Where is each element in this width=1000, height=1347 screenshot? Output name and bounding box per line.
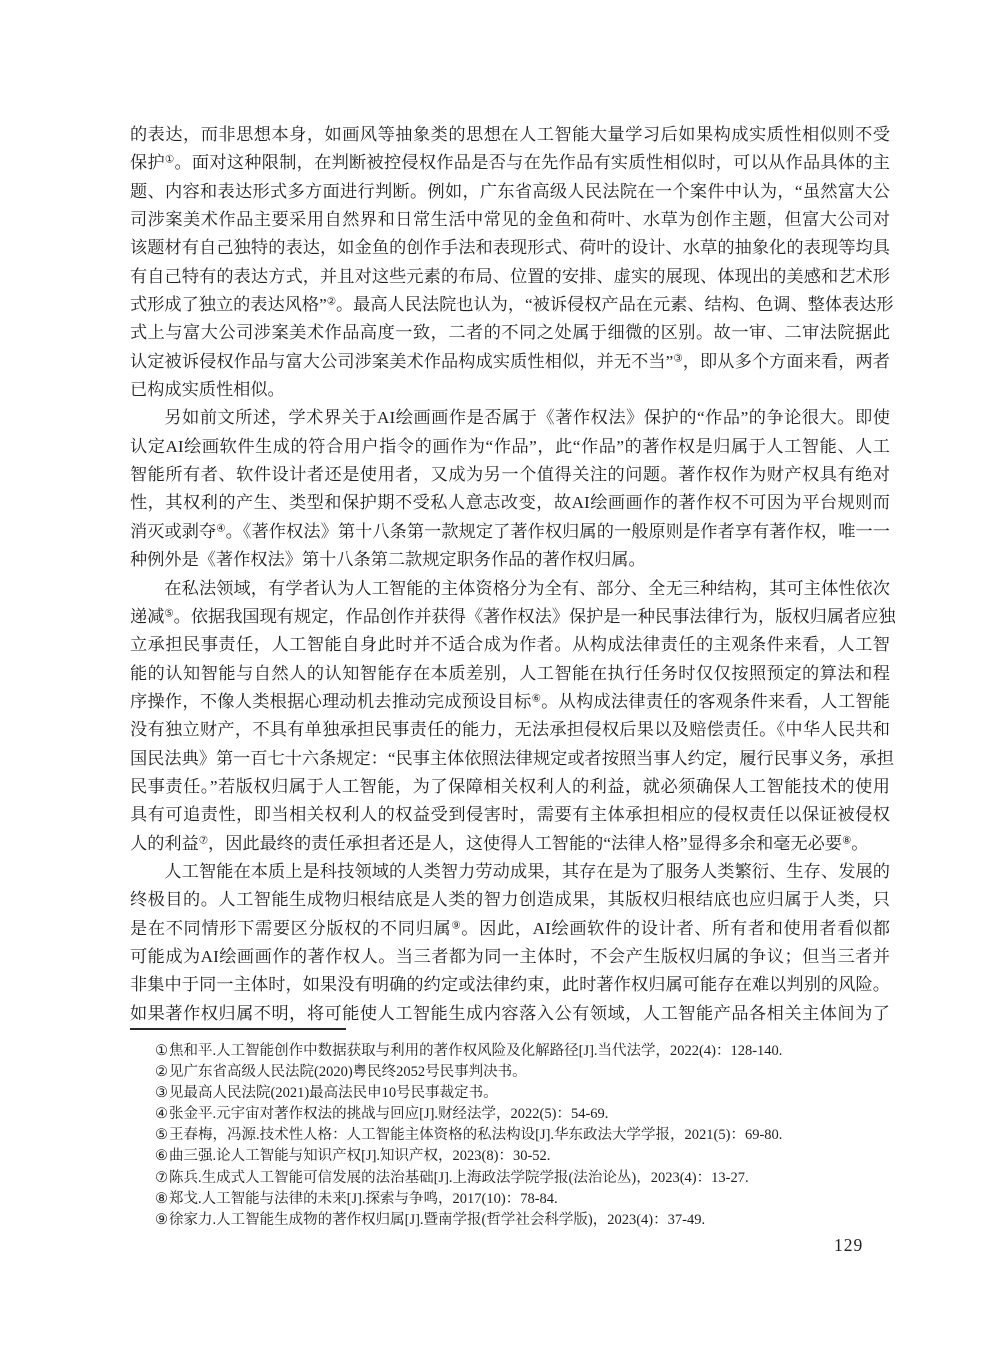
body-line: 式形成了独立的表达风格”②。最高人民法院也认为，“被诉侵权产品在元素、结构、色调、整体表达形 <box>130 295 894 315</box>
footnote-ref: ⑦ <box>198 834 209 846</box>
body-line: 能的认知智能与自然人的认知智能存在本质差别，人工智能在执行任务时仅仅按照预定的算法和程 <box>130 663 890 683</box>
body-line: 的表达，而非思想本身，如画风等抽象类的思想在人工智能大量学习后如果构成实质性相似则不受 <box>130 125 890 144</box>
footnote-text: 郑戈.人工智能与法律的未来[J].探索与争鸣，2017(10)：78-84. <box>169 1190 558 1207</box>
body-line: 是在不同情形下需要区分版权的不同归属⑨。因此，AI绘画软件的设计者、所有者和使用者看似都 <box>130 918 890 938</box>
footnote-ref: ④ <box>216 523 226 535</box>
body-line: 人的利益⑦，因此最终的责任承担者还是人，这使得人工智能的“法律人格”显得多余和毫无必要⑧。 <box>130 833 869 853</box>
footnote-text: 焦和平.人工智能创作中数据获取与利用的著作权风险及化解路径[J].当代法学，2022(4)：128-140. <box>169 1043 783 1059</box>
footnote-ref: ③ <box>673 353 683 365</box>
body-line: 性，其权利的产生、类型和保护期不受私人意志改变，故AI绘画画作的著作权不可因为平台规则而 <box>130 493 890 513</box>
page-number: 129 <box>834 1235 864 1255</box>
footnote-marker: ② <box>155 1064 168 1081</box>
footnotes <box>130 1041 890 1231</box>
paragraph <box>130 575 896 858</box>
footnote-marker: ⑨ <box>155 1211 168 1228</box>
body-line: 在私法领域，有学者认为人工智能的主体资格分为全有、部分、全无三种结构，其可主体性依次 <box>164 578 890 598</box>
body-line: 有自己特有的表达方式，并且对这些元素的布局、位置的安排、虚实的展现、体现出的美感和艺术形 <box>130 266 890 286</box>
body-line: 可能成为AI绘画画作的著作权人。当三者都为同一主体时，不会产生版权归属的争议；但当三者并 <box>130 946 890 966</box>
footnote-item <box>130 1189 890 1210</box>
body-line: 智能所有者、软件设计者还是使用者，又成为另一个值得关注的问题。著作权作为财产权具有绝对 <box>130 465 890 485</box>
footnote-text: 徐家力.人工智能生成物的著作权归属[J].暨南学报(哲学社会科学版)，2023(4)：37-49. <box>169 1211 706 1228</box>
body-line: 终极目的。人工智能生成物归根结底是人类的智力创造成果，其版权归根结底也应归属于人类，只 <box>130 890 890 910</box>
footnote-text: 见最高人民法院(2021)最高法民申10号民事裁定书。 <box>169 1085 498 1102</box>
body-line: 消灭或剥夺④。《著作权法》第十八条第一款规定了著作权归属的一般原则是作者享有著作权，唯一一 <box>130 521 890 541</box>
body-line: 种例外是《著作权法》第十八条第二款规定职务作品的著作权归属。 <box>130 550 646 570</box>
body-line: 非集中于同一主体时，如果没有明确的约定或法律约束，此时著作权归属可能存在难以判别的风险。 <box>130 975 890 995</box>
footnote-marker: ⑥ <box>155 1148 168 1165</box>
body-line: 人工智能在本质上是科技领域的人类智力劳动成果，其存在是为了服务人类繁衍、生存、发展的 <box>164 861 890 881</box>
body-line: 序操作，不像人类根据心理动机去推动完成预设目标⑥。从构成法律责任的客观条件来看，人工智能 <box>130 691 890 711</box>
footnote-ref: ① <box>164 154 175 166</box>
footnote-ref: ⑤ <box>164 608 174 620</box>
paragraph <box>130 121 894 404</box>
body-line: 已构成实质性相似。 <box>130 380 285 400</box>
body-line: 没有独立财产，不具有单独承担民事责任的能力，无法承担侵权后果以及赔偿责任。《中华人民共和 <box>130 720 890 740</box>
footnote-text: 陈兵.生成式人工智能可信发展的法治基础[J].上海政法学院学报(法治论丛)，2023(4)：13-27. <box>169 1169 749 1186</box>
body-line: 保护①。面对这种限制，在判断被控侵权作品是否与在先作品有实质性相似时，可以从作品具体的主 <box>130 153 890 173</box>
body-line: 题、内容和表达形式多方面进行判断。例如，广东省高级人民法院在一个案件中认为，“虽然富大公 <box>130 181 890 201</box>
body-line: 另如前文所述，学术界关于AI绘画画作是否属于《著作权法》保护的“作品”的争论很大。即使 <box>164 408 890 428</box>
paragraph <box>130 404 890 574</box>
footnote-item <box>130 1125 890 1146</box>
body-line: 该题材有自己独特的表达，如金鱼的创作手法和表现形式、荷叶的设计、水草的抽象化的表现等均具 <box>130 238 890 258</box>
body-line: 民事责任。”若版权归属于人工智能，为了保障相关权利人的利益，就必须确保人工智能技术的使用 <box>130 776 890 796</box>
footnote-marker: ③ <box>155 1085 168 1102</box>
body-line: 国民法典》第一百七十六条规定：“民事主体依照法律规定或者按照当事人约定，履行民事义务，承担 <box>130 748 894 768</box>
footnote-text: 曲三强.论人工智能与知识产权[J].知识产权，2023(8)：30-52. <box>169 1148 551 1165</box>
footnote-item <box>130 1104 890 1125</box>
footnote-text: 见广东省高级人民法院(2020)粤民终2052号民事判决书。 <box>169 1064 527 1081</box>
body-line: 递减⑤。依据我国现有规定，作品创作并获得《著作权法》保护是一种民事法律行为，版权归属者应独 <box>130 606 896 626</box>
body-line: 具有可追责性，即当相关权利人的权益受到侵害时，需要有主体承担相应的侵权责任以保证被侵权 <box>130 805 890 825</box>
footnote-item <box>130 1168 890 1189</box>
body-line: 立承担民事责任，人工智能自身此时并不适合成为作者。从构成法律责任的主观条件来看，人工智 <box>130 635 890 655</box>
footnote-marker: ⑦ <box>155 1169 168 1186</box>
footnote-marker: ① <box>155 1043 168 1059</box>
footnote-item <box>130 1210 890 1231</box>
paragraph <box>130 858 890 1028</box>
body-line: 式上与富大公司涉案美术作品高度一致，二者的不同之处属于细微的区别。故一审、二审法院据此 <box>130 323 890 343</box>
footnote-item <box>130 1041 890 1062</box>
footnote-marker: ⑧ <box>155 1190 168 1207</box>
footnote-marker: ④ <box>155 1106 168 1123</box>
footnote-marker: ⑤ <box>155 1127 168 1144</box>
footnote-item <box>130 1062 890 1083</box>
body-line: 如果著作权归属不明，将可能使人工智能生成内容落入公有领域，人工智能产品各相关主体间为了 <box>130 1003 890 1023</box>
footnote-ref: ⑨ <box>451 919 462 931</box>
body-line: 认定AI绘画软件生成的符合用户指令的画作为“作品”，此“作品”的著作权是归属于人工智能、人工 <box>130 436 890 456</box>
footnote-ref: ⑧ <box>842 834 852 846</box>
footnote-text: 王春梅，冯源.技术性人格：人工智能主体资格的私法构设[J].华东政法大学学报，2021(5)：69-80. <box>169 1127 783 1144</box>
body-text <box>130 121 896 1028</box>
body-line: 认定被诉侵权作品与富大公司涉案美术作品构成实质性相似，并无不当”③，即从多个方面来看，两者 <box>130 351 890 371</box>
footnote-item <box>130 1083 890 1104</box>
footnote-item <box>130 1146 890 1167</box>
footnote-divider <box>130 1028 346 1030</box>
footnote-ref: ⑥ <box>531 693 542 705</box>
footnote-text: 张金平.元宇宙对著作权法的挑战与回应[J].财经法学，2022(5)：54-69. <box>169 1106 609 1123</box>
footnote-ref: ② <box>326 296 336 308</box>
body-line: 司涉案美术作品主要采用自然界和日常生活中常见的金鱼和荷叶、水草为创作主题，但富大公司对 <box>130 210 890 230</box>
